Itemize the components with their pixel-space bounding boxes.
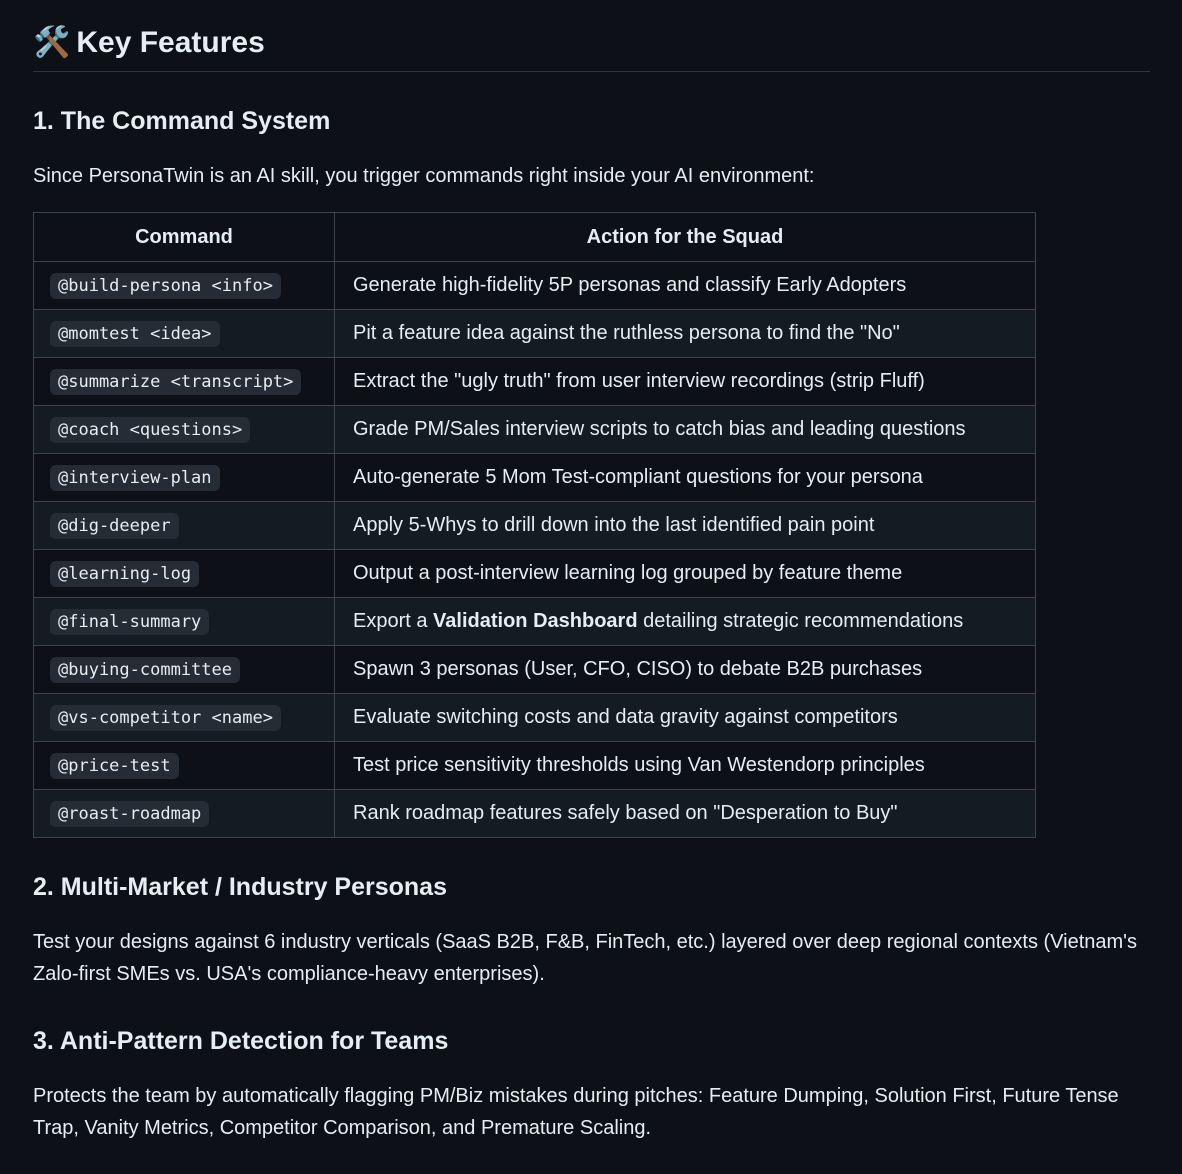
table-row bbox=[34, 694, 1036, 742]
table-header-row bbox=[34, 213, 1036, 262]
action-cell: Pit a feature idea against the ruthless persona to find the "No" bbox=[335, 310, 1036, 358]
command-code: @buying-committee bbox=[50, 657, 240, 683]
section-1-intro: Since PersonaTwin is an AI skill, you trigger commands right inside your AI environment: bbox=[33, 165, 815, 187]
table-row bbox=[34, 454, 1036, 502]
table-row bbox=[34, 550, 1036, 598]
action-text-post: detailing strategic recommendations bbox=[637, 610, 964, 632]
column-header-command: Command bbox=[34, 213, 335, 262]
action-cell: Evaluate switching costs and data gravity against competitors bbox=[335, 694, 1036, 742]
command-code: @summarize <transcript> bbox=[50, 369, 301, 395]
section-3-text: Protects the team by automatically flagging PM/Biz mistakes during pitches: Feature Dumping, Solution First, Future Tense Trap, Vanity Metrics, Competitor Comparison, and Premature Scaling. bbox=[33, 1085, 1119, 1139]
table-row bbox=[34, 742, 1036, 790]
action-cell: Apply 5-Whys to drill down into the last identified pain point bbox=[335, 502, 1036, 550]
section-1-title: 1. The Command System bbox=[33, 107, 331, 135]
command-cell bbox=[34, 598, 335, 646]
command-cell bbox=[34, 406, 335, 454]
action-cell: Rank roadmap features safely based on "Desperation to Buy" bbox=[335, 790, 1036, 838]
table-row bbox=[34, 262, 1036, 310]
command-cell bbox=[34, 358, 335, 406]
section-2-text: Test your designs against 6 industry verticals (SaaS B2B, F&B, FinTech, etc.) layered over deep regional contexts (Vietnam's Zalo-first SMEs vs. USA's compliance-heavy enterprises). bbox=[33, 931, 1137, 985]
action-cell: Extract the "ugly truth" from user interview recordings (strip Fluff) bbox=[335, 358, 1036, 406]
action-cell: Test price sensitivity thresholds using Van Westendorp principles bbox=[335, 742, 1036, 790]
key-features-heading bbox=[33, 0, 1150, 72]
action-cell: Spawn 3 personas (User, CFO, CISO) to debate B2B purchases bbox=[335, 646, 1036, 694]
column-header-action: Action for the Squad bbox=[335, 213, 1036, 262]
heading-text: Key Features bbox=[76, 26, 265, 59]
command-cell bbox=[34, 262, 335, 310]
command-cell bbox=[34, 694, 335, 742]
action-text-pre: Export a bbox=[353, 610, 434, 632]
command-code: @build-persona <info> bbox=[50, 273, 281, 299]
command-cell bbox=[34, 550, 335, 598]
hammer-wrench-icon: 🛠️ bbox=[33, 26, 71, 59]
table-row bbox=[34, 358, 1036, 406]
action-cell bbox=[335, 598, 1036, 646]
command-table bbox=[33, 212, 1036, 838]
command-cell bbox=[34, 310, 335, 358]
command-cell bbox=[34, 742, 335, 790]
command-code: @final-summary bbox=[50, 609, 209, 635]
table-row bbox=[34, 310, 1036, 358]
command-cell bbox=[34, 502, 335, 550]
table-row bbox=[34, 598, 1036, 646]
table-row bbox=[34, 646, 1036, 694]
action-cell: Output a post-interview learning log grouped by feature theme bbox=[335, 550, 1036, 598]
command-code: @dig-deeper bbox=[50, 513, 179, 539]
command-code: @price-test bbox=[50, 753, 179, 779]
command-code: @coach <questions> bbox=[50, 417, 250, 443]
action-cell: Auto-generate 5 Mom Test-compliant questions for your persona bbox=[335, 454, 1036, 502]
command-code: @roast-roadmap bbox=[50, 801, 209, 827]
table-row bbox=[34, 790, 1036, 838]
section-3-title: 3. Anti-Pattern Detection for Teams bbox=[33, 1027, 449, 1055]
command-cell bbox=[34, 790, 335, 838]
command-cell bbox=[34, 646, 335, 694]
section-2-title: 2. Multi-Market / Industry Personas bbox=[33, 873, 447, 901]
command-code: @vs-competitor <name> bbox=[50, 705, 281, 731]
action-cell: Grade PM/Sales interview scripts to catch bias and leading questions bbox=[335, 406, 1036, 454]
table-row bbox=[34, 502, 1036, 550]
action-cell: Generate high-fidelity 5P personas and classify Early Adopters bbox=[335, 262, 1036, 310]
command-code: @learning-log bbox=[50, 561, 199, 587]
table-row bbox=[34, 406, 1036, 454]
command-code: @momtest <idea> bbox=[50, 321, 220, 347]
command-code: @interview-plan bbox=[50, 465, 220, 491]
action-text-bold: Validation Dashboard bbox=[433, 610, 638, 632]
command-cell bbox=[34, 454, 335, 502]
